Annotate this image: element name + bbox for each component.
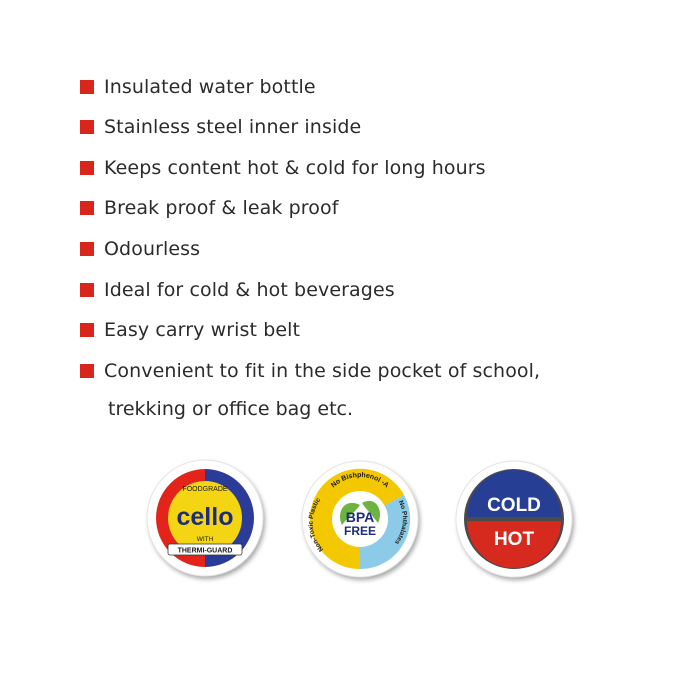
cello-with-text: WITH	[196, 536, 214, 543]
cello-top-text: FOODGRADE	[182, 486, 228, 493]
feature-item	[80, 72, 316, 102]
feature-item	[80, 234, 200, 264]
bpa-free-badge	[296, 455, 426, 585]
bullet-icon	[80, 161, 94, 175]
feature-text: Easy carry wrist belt	[104, 319, 301, 341]
cello-thermiguard-badge	[142, 455, 272, 585]
feature-continuation: trekking or office bag etc.	[108, 398, 354, 420]
cold-label: COLD	[487, 495, 541, 516]
bpa-ring-top-text: No Bishphenol -A	[330, 471, 390, 490]
feature-text: Stainless steel inner inside	[104, 116, 362, 138]
bullet-icon	[80, 323, 94, 337]
bullet-icon	[80, 242, 94, 256]
bullet-icon	[80, 120, 94, 134]
cold-hot-badge-graphic	[450, 455, 580, 585]
feature-text: Insulated water bottle	[104, 76, 316, 98]
hot-label: HOT	[493, 529, 535, 550]
feature-item	[80, 193, 339, 223]
cold-hot-badge	[450, 455, 580, 585]
badge-row	[0, 455, 700, 595]
feature-item	[80, 153, 486, 183]
feature-text: Odourless	[104, 238, 201, 260]
feature-item	[80, 315, 300, 345]
feature-text: Ideal for cold & hot beverages	[104, 279, 395, 301]
bpa-line2: FREE	[343, 524, 377, 538]
feature-item	[80, 275, 395, 305]
cello-bottom-text: THERMI-GUARD	[177, 547, 233, 555]
feature-text: Break proof & leak proof	[104, 197, 339, 219]
bullet-icon	[80, 283, 94, 297]
bullet-icon	[80, 364, 94, 378]
feature-item	[80, 356, 540, 386]
cello-brand-logo: cello	[176, 503, 234, 531]
feature-item	[80, 112, 361, 142]
bpa-ring-left-text: Non-Toxic Plastic	[307, 496, 326, 553]
feature-text: Keeps content hot & cold for long hours	[104, 157, 486, 179]
feature-text: Convenient to fit in the side pocket of school,	[104, 360, 541, 382]
bullet-icon	[80, 201, 94, 215]
bullet-icon	[80, 80, 94, 94]
bpa-badge-graphic	[296, 455, 426, 585]
bpa-line1: BPA	[345, 509, 375, 525]
cello-badge-graphic	[142, 455, 272, 585]
bpa-ring-right-text: No Phthalates	[393, 499, 408, 546]
